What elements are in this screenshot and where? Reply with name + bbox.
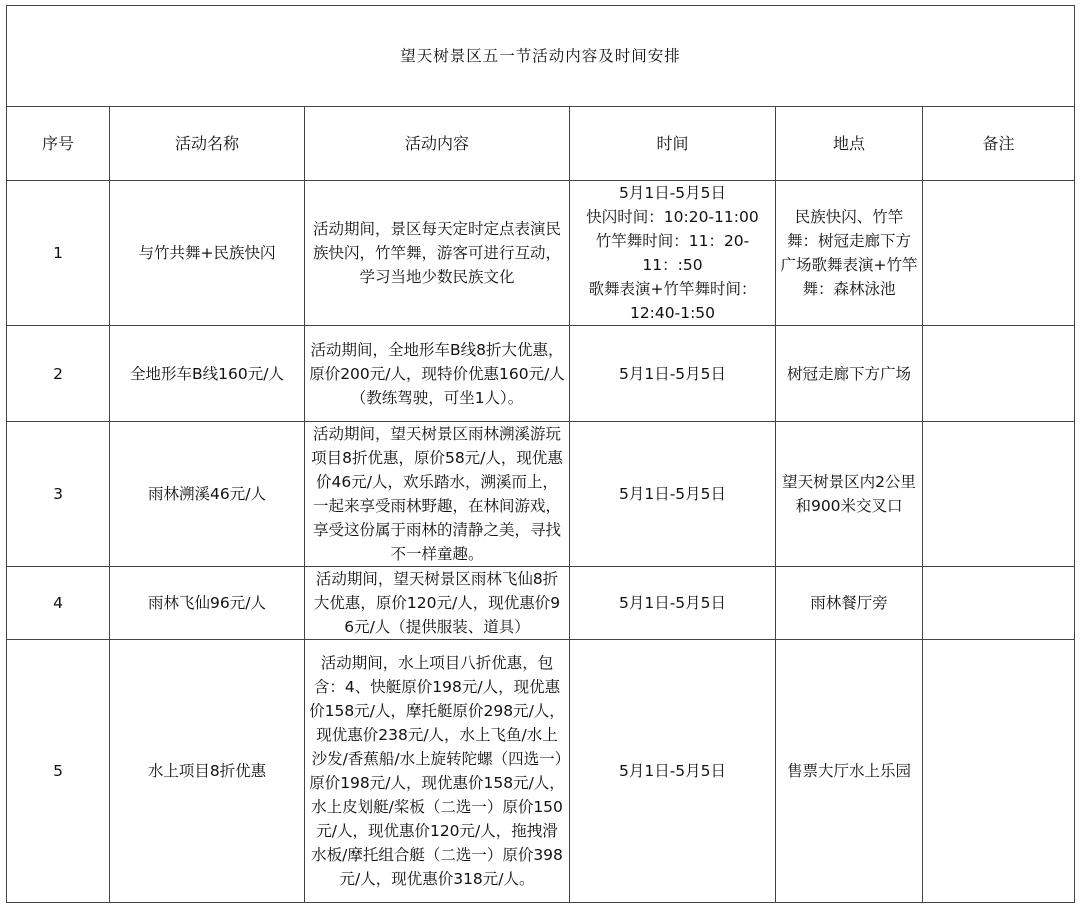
row-location: 树冠走廊下方广场 <box>776 326 923 422</box>
row-time: 5月1日-5月5日 <box>570 422 776 567</box>
row-activity-name: 水上项目8折优惠 <box>110 640 305 903</box>
row-remark <box>923 567 1075 640</box>
time-line: 11：:50 <box>642 256 703 274</box>
page-title: 望天树景区五一节活动内容及时间安排 <box>7 6 1075 107</box>
row-remark <box>923 422 1075 567</box>
row-index: 3 <box>7 422 110 567</box>
row-time: 5月1日-5月5日 <box>570 567 776 640</box>
row-activity-content: 活动期间，望天树景区雨林溯溪游玩项目8折优惠，原价58元/人，现优惠价46元/人，欢乐踏水，溯溪而上，一起来享受雨林野趣，在林间游戏，享受这份属于雨林的清静之美，寻找不一样童趣。 <box>305 422 570 567</box>
row-activity-name: 雨林飞仙96元/人 <box>110 567 305 640</box>
title-row <box>7 6 1075 107</box>
header-location: 地点 <box>776 107 923 181</box>
table-row <box>7 326 1075 422</box>
header-row <box>7 107 1075 181</box>
row-activity-name: 全地形车B线160元/人 <box>110 326 305 422</box>
table-row <box>7 640 1075 903</box>
row-location: 民族快闪、竹竿舞：树冠走廊下方广场歌舞表演+竹竿舞：森林泳池 <box>776 181 923 326</box>
row-location: 雨林餐厅旁 <box>776 567 923 640</box>
header-index: 序号 <box>7 107 110 181</box>
table-row <box>7 181 1075 326</box>
time-line: 竹竿舞时间：11：20- <box>595 232 750 250</box>
row-time: 5月1日-5月5日 <box>570 326 776 422</box>
header-time: 时间 <box>570 107 776 181</box>
schedule-table <box>6 5 1075 903</box>
row-remark <box>923 326 1075 422</box>
row-activity-content: 活动期间，景区每天定时定点表演民族快闪，竹竿舞，游客可进行互动，学习当地少数民族文化 <box>305 181 570 326</box>
row-index: 5 <box>7 640 110 903</box>
row-index: 2 <box>7 326 110 422</box>
row-activity-name: 雨林溯溪46元/人 <box>110 422 305 567</box>
row-activity-content: 活动期间，望天树景区雨林飞仙8折大优惠，原价120元/人，现优惠价96元/人（提供服装、道具） <box>305 567 570 640</box>
row-index: 1 <box>7 181 110 326</box>
header-remark: 备注 <box>923 107 1075 181</box>
row-activity-name: 与竹共舞+民族快闪 <box>110 181 305 326</box>
row-activity-content: 活动期间，水上项目八折优惠，包含：4、快艇原价198元/人，现优惠价158元/人，摩托艇原价298元/人，现优惠价238元/人，水上飞鱼/水上沙发/香蕉船/水上旋转陀螺（四选一）原价198元/人，现优惠价158元/人，水上皮划艇/桨板（二选一）原价150元/人，现优惠价120元/人，拖拽滑水板/摩托组合艇（二选一）原价398元/人，现优惠价318元/人。 <box>305 640 570 903</box>
time-line: 歌舞表演+竹竿舞时间： <box>588 280 757 298</box>
row-location: 望天树景区内2公里和900米交叉口 <box>776 422 923 567</box>
table-row <box>7 422 1075 567</box>
row-location: 售票大厅水上乐园 <box>776 640 923 903</box>
row-remark <box>923 640 1075 903</box>
header-content: 活动内容 <box>305 107 570 181</box>
time-line: 快闪时间：10:20-11:00 <box>586 208 759 226</box>
row-time: 5月1日-5月5日 <box>570 640 776 903</box>
row-activity-content: 活动期间，全地形车B线8折大优惠，原价200元/人，现特价优惠160元/人（教练驾驶，可坐1人）。 <box>305 326 570 422</box>
time-line: 5月1日-5月5日 <box>618 184 727 202</box>
row-remark <box>923 181 1075 326</box>
row-index: 4 <box>7 567 110 640</box>
header-name: 活动名称 <box>110 107 305 181</box>
time-line: 12:40-1:50 <box>629 304 716 322</box>
row-time <box>570 181 776 326</box>
table-row <box>7 567 1075 640</box>
